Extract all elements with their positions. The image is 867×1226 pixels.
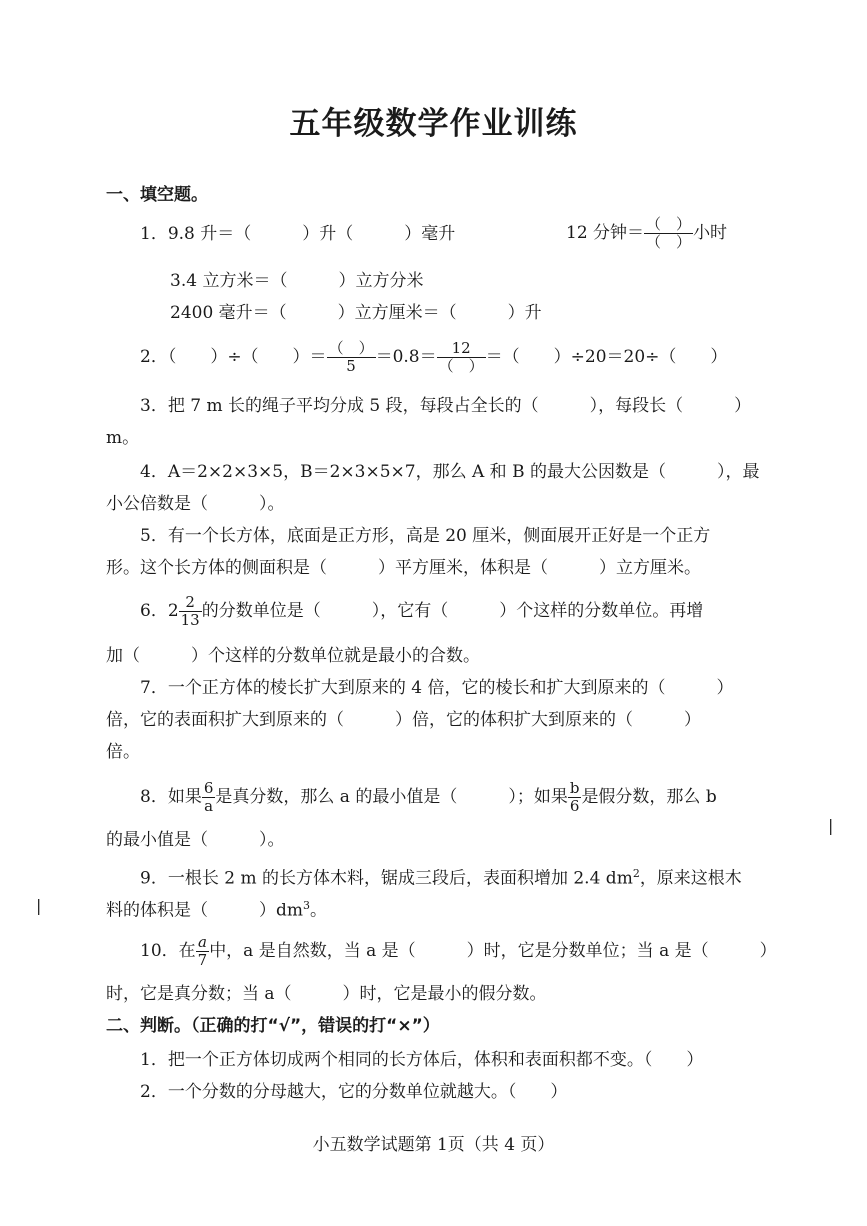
q10-line-1: 10．在 $\frac{a}{7}$ 中，a 是自然数，当 a 是（ ）时，它是分数单位；当 a 是（ ）	[140, 933, 777, 969]
q9-line-1: 9．一根长 2 m 的长方体木料，锯成三段后，表面积增加 2.4 $dm^2$，原来这根木	[140, 867, 742, 889]
section-1-heading: 一、填空题。	[106, 185, 208, 205]
q5-line-1: 5．有一个长方体，底面是正方形，高是 20 厘米，侧面展开正好是一个正方	[140, 526, 711, 546]
scan-mark-left: |	[36, 896, 42, 915]
q5-line-2: 形。这个长方体的侧面积是（ ）平方厘米，体积是（ ）立方厘米。	[106, 558, 701, 578]
q10-line-2: 时，它是真分数；当 a（ ）时，它是最小的假分数。	[106, 984, 547, 1004]
q6-line-2: 加（ ）个这样的分数单位就是最小的合数。	[106, 646, 480, 666]
q1-fraction: $\frac{( )}{( )}$	[646, 215, 692, 251]
q2-fraction-2: $\frac{12}{( )}$	[438, 339, 484, 375]
page-title: 五年级数学作业训练	[289, 106, 578, 142]
q1-line-b: 12 分钟＝ $\frac{( )}{( )}$ 小时	[566, 215, 728, 251]
q7-line-1: 7．一个正方体的棱长扩大到原来的 4 倍，它的棱长和扩大到原来的（ ）	[140, 678, 734, 698]
scan-mark-right: |	[828, 816, 834, 835]
q7-line-3: 倍。	[106, 742, 140, 762]
q7-line-2: 倍，它的表面积扩大到原来的（ ）倍，它的体积扩大到原来的（ ）	[106, 710, 701, 730]
q10-fraction: $\frac{a}{7}$	[197, 933, 208, 969]
q4-line-1: 4．A＝2×2×3×5，B＝2×3×5×7，那么 A 和 B 的最大公因数是（ ），最	[140, 462, 760, 482]
q1-line-c: 3.4 立方米＝（ ）立方分米	[170, 271, 424, 291]
q9-line-2: 料的体积是（ ）$dm^3$。	[106, 899, 328, 921]
q6-line-1: 6．2 $\frac{2}{13}$ 的分数单位是（ ），它有（ ）个这样的分数单位。再增	[140, 593, 704, 629]
page-footer: 小五数学试题第 1页（共 4 页）	[312, 1135, 555, 1155]
q3-line-1: 3．把 7 m 长的绳子平均分成 5 段，每段占全长的（ ），每段长（ ）	[140, 396, 752, 416]
q8-line-1: 8．如果 $\frac{6}{a}$ 是真分数，那么 a 的最小值是（ ）；如果 $\frac{b}{6}$ 是假分数，那么 b	[140, 779, 717, 815]
q1-line-a: 1．9.8 升＝（ ）升（ ）毫升	[140, 224, 456, 244]
q8-fraction-1: $\frac{6}{a}$	[203, 779, 214, 815]
q1-line-d: 2400 毫升＝（ ）立方厘米＝（ ）升	[170, 303, 542, 323]
q4-line-2: 小公倍数是（ ）。	[106, 494, 285, 514]
q2-line: 2．（ ）÷（ ）＝ $\frac{( )}{5}$ ＝0.8＝ $\frac{12}{( )}$ ＝（ ）÷20＝20÷（ ）	[140, 339, 728, 375]
q3-line-2: m。	[106, 428, 140, 448]
judge-q2: 2．一个分数的分母越大，它的分数单位就越大。（ ）	[140, 1082, 568, 1102]
q6-fraction: $\frac{2}{13}$	[180, 593, 200, 629]
q8-line-2: 的最小值是（ ）。	[106, 830, 285, 850]
section-2-heading: 二、判断。（正确的打“√”，错误的打“×”）	[106, 1016, 440, 1036]
judge-q1: 1．把一个正方体切成两个相同的长方体后，体积和表面积都不变。（ ）	[140, 1050, 704, 1070]
q2-fraction-1: $\frac{( )}{5}$	[328, 339, 374, 375]
q8-fraction-2: $\frac{b}{6}$	[569, 779, 580, 815]
